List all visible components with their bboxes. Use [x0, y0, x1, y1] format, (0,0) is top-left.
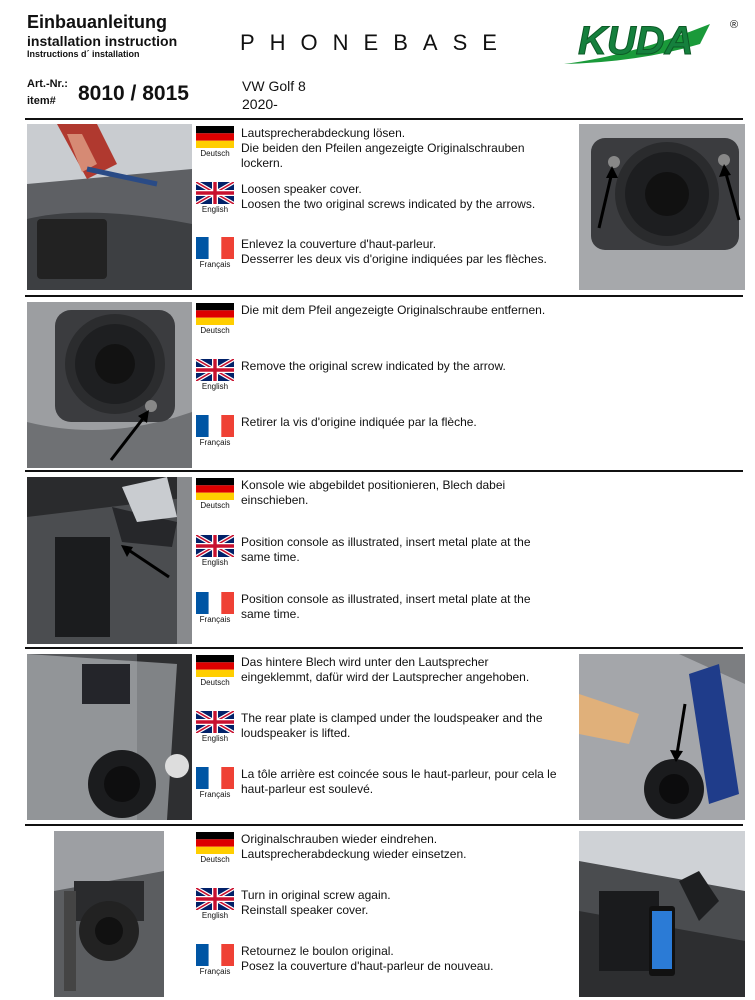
- language-name: English: [201, 911, 229, 920]
- vehicle-model: VW Golf 8: [242, 78, 306, 94]
- title-english: installation instruction: [27, 33, 178, 49]
- instruction-text: Enlevez la couverture d'haut-parleur. Desserrer les deux vis d'origine indiquées par les flèches.: [241, 237, 547, 266]
- instruction-text: Position console as illustrated, insert metal plate at the same time.: [241, 592, 531, 621]
- kuda-logo: [560, 10, 750, 70]
- step-photo-loosen-cover: [27, 124, 192, 290]
- french-flag-icon: [196, 415, 234, 437]
- language-name: English: [201, 558, 229, 567]
- language-name: Deutsch: [200, 149, 230, 158]
- step-5: [0, 826, 755, 1000]
- art-number: 8010 / 8015: [78, 82, 189, 105]
- svg-text:KUDA: KUDA: [578, 19, 694, 63]
- german-flag-icon: [196, 303, 234, 325]
- french-flag-icon: [196, 767, 234, 789]
- uk-flag-icon: [196, 711, 234, 733]
- step-2: [0, 297, 755, 469]
- step-photo-final-result: [579, 831, 745, 997]
- language-name: English: [201, 205, 229, 214]
- step-photo-speaker-screws: [579, 124, 745, 290]
- language-name: Français: [199, 615, 231, 624]
- instruction-text: The rear plate is clamped under the loudspeaker and the loudspeaker is lifted.: [241, 711, 543, 740]
- language-name: Deutsch: [200, 326, 230, 335]
- instruction-text: Das hintere Blech wird unter den Lautsprecher eingeklemmt, dafür wird der Lautsprecher angehoben.: [241, 655, 530, 684]
- language-name: Deutsch: [200, 855, 230, 864]
- language-name: English: [201, 382, 229, 391]
- title-french: Instructions d´ installation: [27, 49, 140, 59]
- product-name: PHONEBASE: [240, 30, 512, 55]
- french-flag-icon: [196, 237, 234, 259]
- uk-flag-icon: [196, 182, 234, 204]
- instruction-text: Loosen speaker cover. Loosen the two original screws indicated by the arrows.: [241, 182, 536, 211]
- step-photo-rear-plate: [27, 654, 192, 820]
- language-name: Deutsch: [200, 678, 230, 687]
- uk-flag-icon: [196, 359, 234, 381]
- german-flag-icon: [196, 655, 234, 677]
- instruction-text: Originalschrauben wieder eindrehen. Lautsprecherabdeckung wieder einsetzen.: [241, 832, 467, 861]
- language-name: Français: [199, 967, 231, 976]
- language-name: Deutsch: [200, 501, 230, 510]
- item-number-label: item#: [27, 95, 56, 107]
- step-3: [0, 472, 755, 646]
- svg-text:®: ®: [730, 19, 739, 31]
- step-1: [0, 120, 755, 294]
- uk-flag-icon: [196, 535, 234, 557]
- instruction-text: Konsole wie abgebildet positionieren, Blech dabei einschieben.: [241, 478, 506, 507]
- instruction-text: Remove the original screw indicated by the arrow.: [241, 359, 506, 373]
- step-4: [0, 649, 755, 823]
- french-flag-icon: [196, 592, 234, 614]
- step-photo-lift-speaker: [579, 654, 745, 820]
- german-flag-icon: [196, 832, 234, 854]
- instruction-text: Retournez le boulon original. Posez la couverture d'haut-parleur de nouveau.: [241, 944, 494, 973]
- title-german: Einbauanleitung: [27, 12, 168, 32]
- instruction-text: Turn in original screw again. Reinstall speaker cover.: [241, 888, 391, 917]
- step-photo-reinstall-screw: [54, 831, 164, 997]
- french-flag-icon: [196, 944, 234, 966]
- language-name: Français: [199, 790, 231, 799]
- vehicle-year: 2020-: [242, 96, 278, 112]
- instruction-text: Die mit dem Pfeil angezeigte Originalschraube entfernen.: [241, 303, 546, 317]
- art-number-label: Art.-Nr.:: [27, 78, 68, 90]
- step-photo-remove-screw: [27, 302, 192, 468]
- language-name: Français: [199, 260, 231, 269]
- instruction-text: La tôle arrière est coincée sous le haut-parleur, pour cela le haut-parleur est soulevé.: [241, 767, 557, 796]
- german-flag-icon: [196, 478, 234, 500]
- uk-flag-icon: [196, 888, 234, 910]
- instruction-text: Position console as illustrated, insert metal plate at the same time.: [241, 535, 531, 564]
- language-name: Français: [199, 438, 231, 447]
- german-flag-icon: [196, 126, 234, 148]
- language-name: English: [201, 734, 229, 743]
- instruction-text: Lautsprecherabdeckung lösen. Die beiden den Pfeilen angezeigte Originalschrauben lockern.: [241, 126, 525, 170]
- instruction-text: Retirer la vis d'origine indiquée par la flèche.: [241, 415, 477, 429]
- step-photo-position-console: [27, 477, 192, 644]
